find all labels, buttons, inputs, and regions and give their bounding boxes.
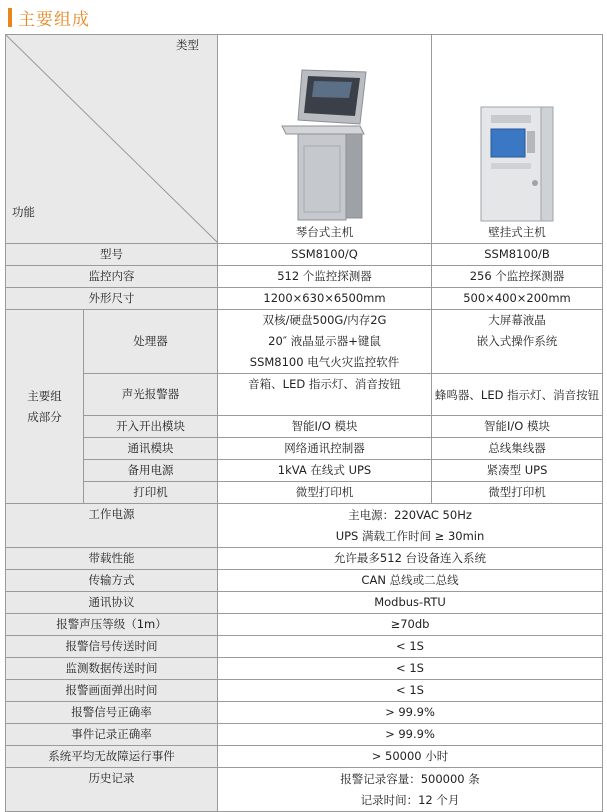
row-value: 网络通讯控制器 bbox=[218, 438, 432, 460]
row-label: 外形尺寸 bbox=[6, 288, 218, 310]
row-value-multiline bbox=[218, 504, 603, 548]
table-row bbox=[6, 680, 603, 702]
wall-mount-image bbox=[434, 53, 600, 223]
value-line: 报警记录容量：500000 条 bbox=[340, 771, 480, 786]
desk-console-image bbox=[220, 53, 429, 223]
row-label: 历史记录 bbox=[6, 768, 218, 812]
components-group-label bbox=[6, 310, 84, 504]
table-row bbox=[6, 746, 603, 768]
row-value: 256 个监控探测器 bbox=[432, 266, 603, 288]
table-row bbox=[6, 658, 603, 680]
row-value: SSM8100/Q bbox=[218, 244, 432, 266]
table-row bbox=[6, 592, 603, 614]
table-row bbox=[6, 244, 603, 266]
row-label: 报警信号正确率 bbox=[6, 702, 218, 724]
table-row bbox=[6, 724, 603, 746]
table-row bbox=[6, 614, 603, 636]
row-label: 声光报警器 bbox=[84, 374, 218, 416]
row-label: 系统平均无故障运行事件 bbox=[6, 746, 218, 768]
value-line: 大屏幕液晶 bbox=[488, 313, 546, 327]
row-value: < 1S bbox=[218, 680, 603, 702]
section-heading bbox=[8, 4, 90, 30]
diagonal-line bbox=[6, 35, 218, 243]
row-label: 监控内容 bbox=[6, 266, 218, 288]
row-label: 备用电源 bbox=[84, 460, 218, 482]
value-line: 嵌入式操作系统 bbox=[476, 334, 558, 348]
row-label: 打印机 bbox=[84, 482, 218, 504]
table-row bbox=[6, 438, 603, 460]
row-value: ≥70db bbox=[218, 614, 603, 636]
group-label-line: 主要组 bbox=[27, 388, 62, 403]
function-label: 功能 bbox=[12, 205, 35, 219]
table-row bbox=[6, 288, 603, 310]
row-value: > 99.9% bbox=[218, 702, 603, 724]
product-cell-desk bbox=[218, 35, 432, 244]
row-value-multiline bbox=[218, 768, 603, 812]
row-label: 型号 bbox=[6, 244, 218, 266]
row-label: 监测数据传送时间 bbox=[6, 658, 218, 680]
row-value: 总线集线器 bbox=[432, 438, 603, 460]
diagonal-header-cell bbox=[6, 35, 218, 244]
row-label: 报警画面弹出时间 bbox=[6, 680, 218, 702]
row-value: < 1S bbox=[218, 658, 603, 680]
row-label: 带载性能 bbox=[6, 548, 218, 570]
heading-accent-bar bbox=[8, 8, 12, 27]
table-row bbox=[6, 768, 603, 812]
row-value: < 1S bbox=[218, 636, 603, 658]
row-value: 智能I/O 模块 bbox=[218, 416, 432, 438]
row-label: 事件记录正确率 bbox=[6, 724, 218, 746]
table-row bbox=[6, 416, 603, 438]
table-row bbox=[6, 702, 603, 724]
row-value: > 99.9% bbox=[218, 724, 603, 746]
row-value: 512 个监控探测器 bbox=[218, 266, 432, 288]
row-value: 1200×630×6500mm bbox=[218, 288, 432, 310]
section-title: 主要组成 bbox=[18, 9, 90, 30]
product-name-desk: 琴台式主机 bbox=[295, 225, 354, 239]
row-value-multiline bbox=[218, 310, 432, 374]
table-row bbox=[6, 548, 603, 570]
row-value: 智能I/O 模块 bbox=[432, 416, 603, 438]
row-value: 1kVA 在线式 UPS bbox=[218, 460, 432, 482]
table-row bbox=[6, 482, 603, 504]
value-line: SSM8100 电气火灾监控软件 bbox=[249, 355, 400, 369]
value-line: 记录时间：12 个月 bbox=[360, 792, 460, 807]
table-row bbox=[6, 310, 603, 374]
row-label: 处理器 bbox=[84, 310, 218, 374]
row-label: 通讯模块 bbox=[84, 438, 218, 460]
product-name-wall: 壁挂式主机 bbox=[488, 225, 546, 239]
header-row bbox=[6, 35, 603, 244]
value-line: 双核/硬盘500G/内存2G bbox=[262, 313, 387, 327]
row-label: 通讯协议 bbox=[6, 592, 218, 614]
table-row bbox=[6, 636, 603, 658]
product-cell-wall bbox=[432, 35, 603, 244]
row-value: > 50000 小时 bbox=[218, 746, 603, 768]
row-label: 工作电源 bbox=[6, 504, 218, 548]
row-value: Modbus-RTU bbox=[218, 592, 603, 614]
row-value: 500×400×200mm bbox=[432, 288, 603, 310]
spec-table bbox=[5, 34, 603, 812]
row-value: 蜂鸣器、LED 指示灯、消音按钮 bbox=[432, 374, 603, 416]
row-value: 允许最多512 台设备连入系统 bbox=[218, 548, 603, 570]
value-line: 主电源：220VAC 50Hz bbox=[348, 507, 472, 522]
row-label: 报警信号传送时间 bbox=[6, 636, 218, 658]
row-label: 开入开出模块 bbox=[84, 416, 218, 438]
table-row bbox=[6, 570, 603, 592]
row-value: 微型打印机 bbox=[432, 482, 603, 504]
table-row bbox=[6, 460, 603, 482]
row-value-multiline bbox=[432, 310, 603, 374]
row-value: 音箱、LED 指示灯、消音按钮 bbox=[218, 374, 432, 416]
type-label: 类型 bbox=[176, 38, 199, 52]
row-value: 微型打印机 bbox=[218, 482, 432, 504]
group-label-line: 成部分 bbox=[27, 409, 62, 424]
row-value: 紧凑型 UPS bbox=[432, 460, 603, 482]
table-row bbox=[6, 266, 603, 288]
value-line: UPS 满载工作时间 ≥ 30min bbox=[335, 528, 485, 543]
table-row bbox=[6, 504, 603, 548]
value-line: 20″ 液晶显示器+键鼠 bbox=[268, 334, 381, 348]
table-row bbox=[6, 374, 603, 416]
row-label: 报警声压等级（1m） bbox=[6, 614, 218, 636]
row-value: CAN 总线或二总线 bbox=[218, 570, 603, 592]
row-label: 传输方式 bbox=[6, 570, 218, 592]
row-value: SSM8100/B bbox=[432, 244, 603, 266]
